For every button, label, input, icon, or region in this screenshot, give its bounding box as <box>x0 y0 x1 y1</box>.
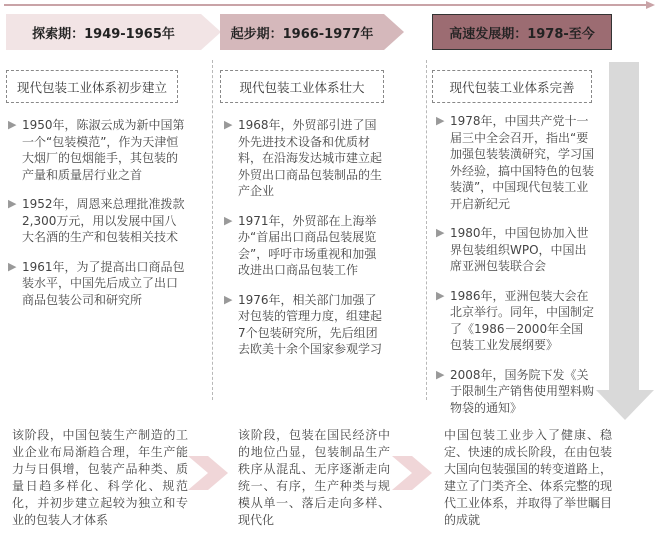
events-list <box>224 117 384 371</box>
column-separator <box>426 60 427 400</box>
timeline-arrow <box>0 0 659 14</box>
phase-label: 起步期：1966-1977年 <box>230 26 374 42</box>
phase-rapid-growth <box>432 14 612 50</box>
phase-summary: 该阶段，中国包装生产制造的工业企业布局渐趋合理，年生产能力与日俱增，包装产品种类、质量日趋多样化、科学化、规范化，并初步建立起较为独立和专业的包装人才体系 <box>12 428 188 527</box>
phase-startup <box>220 14 384 50</box>
down-arrow-icon <box>596 62 654 422</box>
phase-label: 探索期：1949-1965年 <box>32 26 175 42</box>
list-item: ▶ 1980年，中国包协加入世界包装组织WPO，中国出席亚洲包装联合会 <box>436 226 589 273</box>
list-item: ▶ 1968年，外贸部引进了国外先进技术设备和优质材料，在沿海发达城市建立起外贸出口商品包装制品的生产企业 <box>224 118 383 198</box>
chevron-right-icon <box>188 456 228 490</box>
list-item: ▶ 1952年，周恩来总理批准拨款2,300万元，用以发展中国八大名酒的生产和包装相关技术 <box>8 197 185 244</box>
column-heading: 现代包装工业体系初步建立 <box>6 70 178 103</box>
list-item: ▶ 1986年，亚洲包装大会在北京举行。同年，中国制定了《1986－2000年全国包装工业发展纲要》 <box>436 288 595 352</box>
list-item: ▶ 1978年，中国共产党十一届三中全会召开，指出“要加强包装装潢研究，学习国外经验，搞中国特色的包装装潢”，中国现代包装工业开启新纪元 <box>436 114 595 211</box>
phase-chevron-icon <box>201 14 221 50</box>
list-item: ▶ 1961年，为了提高出口商品包装水平，中国先后成立了出口商品包装公司和研究所 <box>8 259 185 307</box>
phase-exploration <box>6 14 201 50</box>
chevron-right-icon <box>392 456 432 490</box>
list-item: ▶ 1976年，相关部门加强了对包装的管理力度，组建起7个包装研究所，先后组团去欧美十余个国家参观学习 <box>224 292 383 356</box>
events-list <box>436 113 594 429</box>
events-list <box>8 117 186 321</box>
phase-chevron-icon <box>384 14 404 50</box>
phase-summary: 该阶段，包装在国民经济中的地位凸显，包装制品生产秩序从混乱、无序逐渐走向统一、有序，生产种类与规模从单一、落后走向多样、现代化 <box>238 428 390 527</box>
list-item: ▶ 1950年，陈淑云成为新中国第一个“包装模范”，作为天津恒大烟厂的包烟能手，其包装的产量和质量居行业之首 <box>8 118 185 182</box>
list-item: ▶ 1971年，外贸部在上海举办“首届出口商品包装展览会”，呼吁市场重视和加强改进出口商品包装工作 <box>224 213 377 277</box>
phase-summary: 中国包装工业步入了健康、稳定、快速的成长阶段，在由包装大国向包装强国的转变道路上，建立了门类齐全、体系完整的现代工业体系，并取得了举世瞩目的成就 <box>444 428 613 527</box>
list-item: ▶ 2008年，国务院下发《关于限制生产销售使用塑料购物袋的通知》 <box>436 367 595 415</box>
column-heading: 现代包装工业体系壮大 <box>220 70 384 103</box>
column-heading: 现代包装工业体系完善 <box>432 70 592 103</box>
column-separator <box>212 60 213 400</box>
phase-label: 高速发展期：1978-至今 <box>449 26 595 42</box>
